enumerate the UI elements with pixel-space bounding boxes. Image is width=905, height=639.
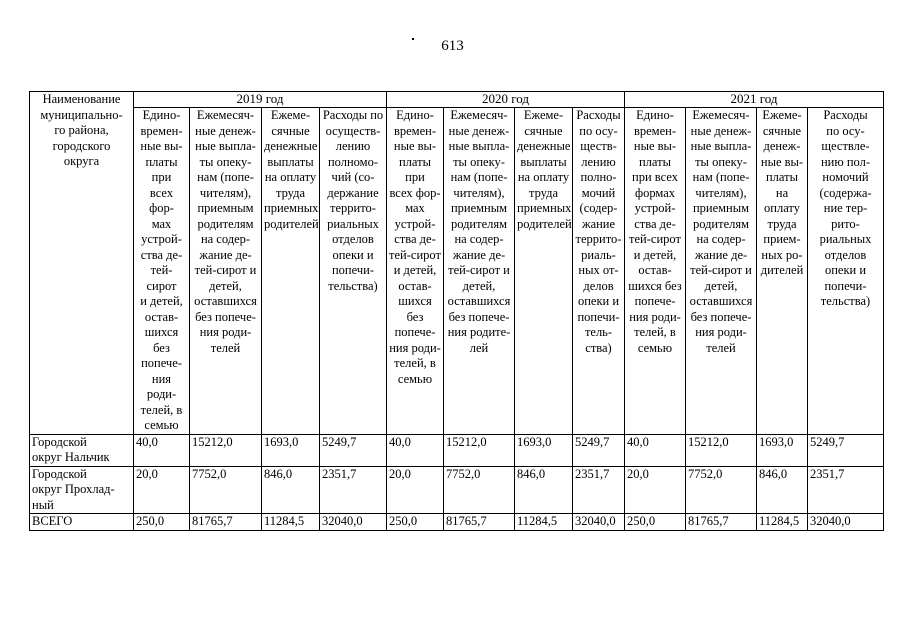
table-cell: 11284,5 [262, 514, 320, 531]
col-header-2019-foster-parent-pay: Ежеме- сячные денежные выплаты на оплату труда приемных родителей [262, 108, 320, 435]
table-cell: 846,0 [262, 466, 320, 514]
col-header-2021-admin-expenses: Расходы по осу- ществле- нию пол- номочий (содержа- ние тер- рито- риальных отделов опеки и попечи- тельства) [808, 108, 884, 435]
name-column-header: Наименование муниципально- го района, городского округа [30, 92, 134, 435]
col-header-2020-foster-parent-pay: Ежеме- сячные денежные выплаты на оплату труда приемных родителей [515, 108, 573, 435]
table-cell: 5249,7 [320, 434, 387, 466]
year-header-row [30, 92, 884, 108]
table-cell: 250,0 [387, 514, 444, 531]
row-name-total: ВСЕГО [30, 514, 134, 531]
table-cell: 81765,7 [190, 514, 262, 531]
table-cell: 32040,0 [573, 514, 625, 531]
col-header-2021-guardian-payments: Ежемесяч- ные денеж- ные выпла- ты опеку- нам (попе- чителям), приемным родителям на содер- жание де- тей-сирот и детей, оставшихся без попече- ния роди- телей [686, 108, 757, 435]
table-cell: 1693,0 [757, 434, 808, 466]
table-cell: 1693,0 [262, 434, 320, 466]
table-cell: 40,0 [134, 434, 190, 466]
table-cell: 20,0 [625, 466, 686, 514]
col-header-2020-admin-expenses: Расходы по осу- ществ- лению полно- мочий (содер- жание террито- риаль- ных от- делов опеки и попечи- тель- ства) [573, 108, 625, 435]
table-cell: 2351,7 [573, 466, 625, 514]
year-2020-header: 2020 год [387, 92, 625, 108]
table-cell: 81765,7 [444, 514, 515, 531]
table-cell: 11284,5 [757, 514, 808, 531]
year-2019-header: 2019 год [134, 92, 387, 108]
table-cell: 20,0 [134, 466, 190, 514]
col-header-2021-lump-sum: Едино- времен- ные вы- платы при всех формах устрой- ства де- тей-сирот и детей, остав- шихся без попече- ния роди- телей, в семью [625, 108, 686, 435]
table-cell: 15212,0 [190, 434, 262, 466]
col-header-2019-admin-expenses: Расходы по осуществ- лению полномо- чий (со- держание террито- риальных отделов опеки и попечи- тельства) [320, 108, 387, 435]
table-cell: 250,0 [134, 514, 190, 531]
table-cell: 250,0 [625, 514, 686, 531]
col-header-2019-lump-sum: Едино- времен- ные вы- платы при всех фор- мах устрой- ства де- тей-сирот и детей, остав- шихся без попече- ния роди- телей, в семью [134, 108, 190, 435]
col-header-2020-lump-sum: Едино- времен- ные вы- платы при всех фор- мах устрой- ства де- тей-сирот и детей, остав- шихся без попече- ния роди- телей, в семью [387, 108, 444, 435]
column-header-row [30, 108, 884, 435]
table-cell: 7752,0 [190, 466, 262, 514]
table-cell: 20,0 [387, 466, 444, 514]
total-row [30, 514, 884, 531]
col-header-2019-guardian-payments: Ежемесяч- ные денеж- ные выпла- ты опеку- нам (попе- чителям), приемным родителям на содер- жание де- тей-сирот и детей, оставшихся без попече- ния роди- телей [190, 108, 262, 435]
table-cell: 40,0 [625, 434, 686, 466]
table-row [30, 434, 884, 466]
table-cell: 846,0 [515, 466, 573, 514]
table-cell: 7752,0 [686, 466, 757, 514]
col-header-2020-guardian-payments: Ежемесяч- ные денеж- ные выпла- ты опеку- нам (попе- чителям), приемным родителям на содер- жание де- тей-сирот и детей, оставшихся без попече- ния родите- лей [444, 108, 515, 435]
row-name-prokhladny: Городской округ Прохлад- ный [30, 466, 134, 514]
table-cell: 1693,0 [515, 434, 573, 466]
table-cell: 32040,0 [320, 514, 387, 531]
table-cell: 2351,7 [808, 466, 884, 514]
year-2021-header: 2021 год [625, 92, 884, 108]
table-cell: 846,0 [757, 466, 808, 514]
table-cell: 11284,5 [515, 514, 573, 531]
table-cell: 81765,7 [686, 514, 757, 531]
table-cell: 7752,0 [444, 466, 515, 514]
col-header-2021-foster-parent-pay: Ежеме- сячные денеж- ные вы- платы на оплату труда прием- ных ро- дителей [757, 108, 808, 435]
table-cell: 32040,0 [808, 514, 884, 531]
table-cell: 5249,7 [573, 434, 625, 466]
page-number: 613 [441, 38, 464, 54]
row-name-nalchik: Городской округ Нальчик [30, 434, 134, 466]
table-cell: 15212,0 [686, 434, 757, 466]
table-cell: 15212,0 [444, 434, 515, 466]
budget-table [29, 91, 884, 531]
table-row [30, 466, 884, 514]
table-cell: 5249,7 [808, 434, 884, 466]
table-cell: 2351,7 [320, 466, 387, 514]
table-cell: 40,0 [387, 434, 444, 466]
